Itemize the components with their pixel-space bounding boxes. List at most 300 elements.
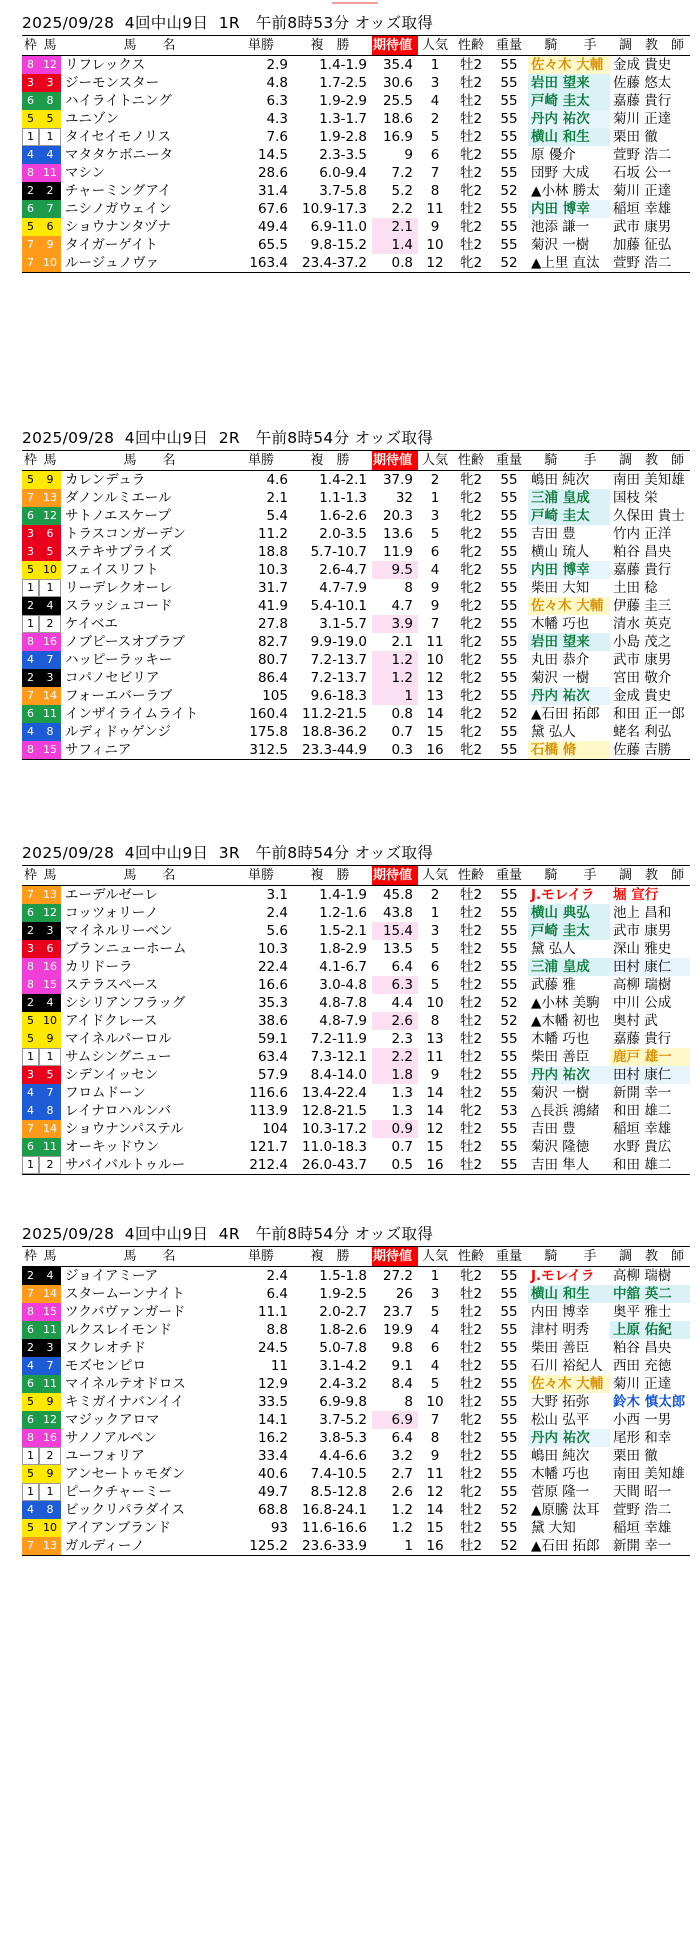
cell-win: 2.4: [266, 905, 288, 921]
cell-uma: 11: [39, 164, 61, 182]
cell-waku: 2: [22, 1339, 39, 1357]
table-row: [22, 1465, 690, 1483]
cell-trainer: 田村 康仁: [610, 958, 690, 976]
cell-waku: 8: [22, 633, 39, 651]
cell-win: 31.4: [257, 183, 288, 199]
cell-win: 104: [262, 1121, 288, 1137]
cell-waku: 4: [22, 723, 39, 741]
cell-name: アイアンブランド: [65, 1520, 171, 1536]
cell-win: 33.5: [257, 1394, 288, 1410]
cell-win: 80.7: [257, 652, 288, 668]
cell-win: 12.9: [257, 1376, 288, 1392]
table-row: [22, 723, 690, 741]
cell-win: 93: [270, 1520, 288, 1536]
cell-place: 10.9-17.3: [302, 201, 367, 217]
cell-place: 2.0-3.5: [319, 526, 367, 542]
cell-trainer: 水野 貴広: [613, 1139, 672, 1155]
header-sex: 性齢: [452, 866, 490, 886]
cell-exp: 3.2: [391, 1448, 413, 1464]
cell-jockey: 横山 典弘: [528, 904, 610, 922]
cell-exp: 9: [404, 147, 413, 163]
cell-trainer: 奥村 武: [613, 1013, 658, 1029]
cell-pop: 2: [430, 887, 440, 903]
cell-sex: 牡2: [459, 1013, 483, 1029]
cell-wt: 55: [500, 129, 518, 145]
table-row: [22, 254, 690, 273]
header-pop: 人気: [418, 1247, 452, 1267]
cell-place: 1.4-1.9: [319, 57, 367, 73]
table-row: [22, 561, 690, 579]
cell-wt: 55: [500, 1466, 518, 1482]
cell-jockey: 石橋 脩: [528, 741, 610, 760]
cell-wt: 55: [500, 1376, 518, 1392]
cell-exp: 9.5: [372, 561, 418, 579]
cell-wt: 55: [500, 1121, 518, 1137]
cell-jockey: 木幡 巧也: [531, 1031, 590, 1047]
cell-pop: 5: [430, 129, 440, 145]
cell-wt: 55: [500, 905, 518, 921]
cell-wt: 55: [500, 1412, 518, 1428]
table-row: [22, 1393, 690, 1411]
cell-sex: 牝2: [459, 147, 483, 163]
cell-trainer: 天間 昭一: [613, 1484, 672, 1500]
cell-uma: 1: [39, 1483, 61, 1501]
header-trainer: 調 教 師: [610, 36, 690, 56]
cell-jockey: △長浜 鴻緒: [531, 1103, 600, 1119]
cell-exp: 6.4: [391, 1430, 413, 1446]
cell-uma: 7: [39, 1357, 61, 1375]
cell-wt: 55: [500, 1304, 518, 1320]
table-row: [22, 1156, 690, 1175]
cell-jockey: 柴田 大知: [531, 580, 590, 596]
cell-waku: 5: [22, 1393, 39, 1411]
cell-win: 14.5: [257, 147, 288, 163]
header-waku: 枠: [22, 1247, 39, 1267]
cell-win: 40.6: [257, 1466, 288, 1482]
cell-wt: 55: [500, 1031, 518, 1047]
cell-uma: 11: [39, 1138, 61, 1156]
cell-uma: 16: [39, 1429, 61, 1447]
cell-win: 105: [262, 688, 288, 704]
cell-name: トラスコンガーデン: [65, 526, 186, 542]
cell-pop: 8: [430, 183, 440, 199]
cell-jockey: 木幡 巧也: [531, 1466, 590, 1482]
cell-pop: 9: [430, 1067, 440, 1083]
cell-exp: 7.2: [391, 165, 413, 181]
cell-exp: 1.2: [372, 651, 418, 669]
cell-jockey: ▲原騰 汰耳: [531, 1502, 600, 1518]
cell-exp: 18.6: [382, 111, 413, 127]
cell-wt: 55: [500, 526, 518, 542]
cell-waku: 7: [22, 489, 39, 507]
cell-sex: 牝2: [459, 526, 483, 542]
table-row: [22, 597, 690, 615]
table-row: [22, 1537, 690, 1556]
cell-name: サバイバルトゥルー: [61, 1156, 234, 1175]
table-row: [22, 976, 690, 994]
cell-trainer: 武市 康男: [613, 219, 672, 235]
cell-place: 1.7-2.5: [319, 75, 367, 91]
cell-name: ヌクレオチド: [65, 1340, 146, 1356]
cell-name: インザイライムライト: [65, 706, 199, 722]
cell-sex: 牝2: [459, 544, 483, 560]
cell-sex: 牡2: [459, 1121, 483, 1137]
header-place: 複 勝: [293, 36, 372, 56]
table-row: [22, 164, 690, 182]
cell-sex: 牡2: [459, 1520, 483, 1536]
cell-wt: 55: [500, 959, 518, 975]
cell-place: 8.4-14.0: [310, 1067, 367, 1083]
cell-wt: 55: [490, 1156, 528, 1175]
cell-waku: 8: [22, 1429, 39, 1447]
cell-uma: 6: [39, 525, 61, 543]
cell-waku: 6: [22, 1321, 39, 1339]
cell-place: 1.5-1.8: [319, 1268, 367, 1284]
cell-pop: 3: [430, 1286, 440, 1302]
race-block: [22, 427, 690, 760]
cell-place: 4.8-7.8: [319, 995, 367, 1011]
table-row: [22, 218, 690, 236]
cell-pop: 6: [430, 959, 440, 975]
header-win: 単勝: [234, 36, 293, 56]
cell-uma: 2: [39, 1156, 61, 1175]
cell-wt: 52: [500, 706, 518, 722]
cell-win: 2.9: [266, 57, 288, 73]
cell-place: 5.0-7.8: [319, 1340, 367, 1356]
cell-uma: 12: [39, 1411, 61, 1429]
cell-trainer: 和田 雄二: [610, 1156, 690, 1175]
cell-sex: 牡2: [459, 129, 483, 145]
cell-uma: 9: [39, 1030, 61, 1048]
cell-waku: 5: [22, 1465, 39, 1483]
cell-trainer: 尾形 和幸: [613, 1430, 672, 1446]
cell-jockey: 横山 和生: [528, 128, 610, 146]
cell-jockey: ▲木幡 初也: [531, 1013, 600, 1029]
cell-wt: 55: [500, 616, 518, 632]
header-trainer: 調 教 師: [610, 451, 690, 471]
cell-exp: 30.6: [382, 75, 413, 91]
cell-place: 5.4-10.1: [310, 598, 367, 614]
cell-name: ルディドゥゲンジ: [65, 724, 171, 740]
table-row: [22, 1447, 690, 1465]
cell-jockey: 三浦 皇成: [528, 489, 610, 507]
cell-trainer: 南田 美知雄: [613, 1466, 685, 1482]
cell-wt: 55: [490, 741, 528, 760]
cell-jockey: 三浦 皇成: [528, 958, 610, 976]
table-row: [22, 110, 690, 128]
cell-place: 7.2-13.7: [310, 652, 367, 668]
cell-exp: 23.7: [382, 1304, 413, 1320]
cell-uma: 8: [39, 1501, 61, 1519]
cell-win: 65.5: [257, 237, 288, 253]
header-sex: 性齢: [452, 451, 490, 471]
cell-pop: 9: [430, 580, 440, 596]
table-row: [22, 525, 690, 543]
cell-name: ツクバヴァンガード: [65, 1304, 186, 1320]
cell-place: 8.5-12.8: [310, 1484, 367, 1500]
cell-trainer: 金成 貴史: [613, 688, 672, 704]
cell-sex: 牝2: [459, 724, 483, 740]
cell-uma: 2: [39, 182, 61, 200]
cell-win: 2.4: [266, 1268, 288, 1284]
table-row: [22, 922, 690, 940]
cell-sex: 牡2: [452, 1537, 490, 1556]
cell-win: 6.4: [266, 1286, 288, 1302]
cell-sex: 牡2: [459, 1358, 483, 1374]
cell-wt: 55: [500, 634, 518, 650]
cell-trainer: 清水 英克: [613, 616, 672, 632]
cell-sex: 牡2: [459, 1031, 483, 1047]
cell-uma: 1: [39, 579, 61, 597]
cell-name: ユーフォリア: [65, 1448, 145, 1464]
cell-wt: 55: [500, 93, 518, 109]
table-header-row: [22, 866, 690, 886]
cell-exp: 0.8: [372, 254, 418, 273]
cell-place: 1.5-2.1: [319, 923, 367, 939]
cell-pop: 9: [430, 1448, 440, 1464]
cell-jockey: 丹内 祐次: [528, 110, 610, 128]
cell-uma: 10: [39, 1519, 61, 1537]
cell-waku: 1: [22, 1447, 39, 1465]
cell-win: 212.4: [234, 1156, 293, 1175]
cell-trainer: 新開 幸一: [613, 1085, 672, 1101]
cell-jockey: 嶋田 純次: [531, 472, 590, 488]
cell-wt: 55: [500, 580, 518, 596]
cell-place: 2.0-2.7: [319, 1304, 367, 1320]
cell-wt: 55: [500, 201, 518, 217]
cell-pop: 5: [430, 1376, 440, 1392]
race-title: 2025/09/28 4回中山9日 3R 午前8時54分 オッズ取得: [22, 844, 434, 862]
cell-waku: 6: [22, 705, 39, 723]
cell-waku: 1: [22, 615, 39, 633]
cell-sex: 牡2: [459, 1502, 483, 1518]
cell-wt: 55: [500, 923, 518, 939]
cell-name: シシリアンフラッグ: [65, 995, 186, 1011]
cell-exp: 13.5: [382, 941, 413, 957]
cell-name: アイドクレース: [65, 1013, 158, 1029]
cell-waku: 3: [22, 940, 39, 958]
cell-uma: 6: [39, 940, 61, 958]
cell-win: 8.8: [266, 1322, 288, 1338]
header-pop: 人気: [418, 866, 452, 886]
cell-place: 2.6-4.7: [319, 562, 367, 578]
header-win: 単勝: [234, 451, 293, 471]
cell-wt: 55: [500, 977, 518, 993]
cell-name: リフレックス: [65, 57, 146, 73]
cell-exp: 9.1: [391, 1358, 413, 1374]
cell-jockey: 内田 博幸: [528, 200, 610, 218]
cell-trainer: 田村 康仁: [610, 1066, 690, 1084]
cell-waku: 7: [22, 1537, 39, 1556]
cell-win: 27.8: [257, 616, 288, 632]
cell-jockey: 菅原 隆一: [531, 1484, 590, 1500]
cell-pop: 10: [426, 652, 444, 668]
cell-exp: 20.3: [382, 508, 413, 524]
cell-uma: 13: [39, 489, 61, 507]
table-row: [22, 1483, 690, 1501]
header-exp: 期待値: [372, 866, 418, 886]
cell-jockey: 岩田 望来: [528, 74, 610, 92]
table-row: [22, 669, 690, 687]
cell-jockey: J.モレイラ: [528, 886, 610, 905]
cell-win: 18.8: [257, 544, 288, 560]
cell-place: 1.6-2.6: [319, 508, 367, 524]
cell-pop: 14: [426, 1103, 444, 1119]
cell-uma: 7: [39, 651, 61, 669]
header-jockey: 騎 手: [528, 1247, 610, 1267]
cell-pop: 7: [430, 616, 440, 632]
top-accent-line: [332, 2, 378, 4]
cell-waku: 2: [22, 669, 39, 687]
cell-exp: 6.4: [391, 959, 413, 975]
cell-win: 59.1: [257, 1031, 288, 1047]
cell-sex: 牝2: [459, 670, 483, 686]
cell-sex: 牡2: [459, 93, 483, 109]
cell-jockey: 黛 弘人: [531, 724, 576, 740]
cell-pop: 5: [430, 1304, 440, 1320]
cell-jockey: ▲石田 拓郎: [531, 706, 600, 722]
cell-place: 3.7-5.8: [319, 183, 367, 199]
cell-wt: 55: [500, 1484, 518, 1500]
table-row: [22, 543, 690, 561]
cell-trainer: 粕谷 昌央: [613, 1340, 672, 1356]
cell-win: 175.8: [249, 724, 288, 740]
cell-jockey: ▲石田 拓郎: [528, 1537, 610, 1556]
cell-waku: 7: [22, 236, 39, 254]
cell-trainer: 栗田 徹: [613, 1448, 658, 1464]
cell-sex: 牝2: [452, 254, 490, 273]
cell-jockey: 丹内 祐次: [528, 687, 610, 705]
cell-place: 5.7-10.7: [310, 544, 367, 560]
cell-sex: 牝2: [459, 1484, 483, 1500]
cell-name: ショウナンパステル: [65, 1121, 184, 1137]
cell-pop: 12: [426, 1484, 444, 1500]
cell-exp: 2.2: [391, 201, 413, 217]
header-uma: 馬: [39, 451, 61, 471]
cell-pop: 7: [430, 165, 440, 181]
cell-exp: 2.6: [372, 1012, 418, 1030]
cell-name: ニシノガウェイン: [65, 201, 172, 217]
cell-pop: 10: [426, 995, 444, 1011]
cell-sex: 牝2: [459, 634, 483, 650]
cell-waku: 1: [22, 1156, 39, 1175]
cell-place: 3.8-5.3: [319, 1430, 367, 1446]
cell-pop: 7: [430, 1412, 440, 1428]
cell-pop: 2: [430, 111, 440, 127]
cell-uma: 3: [39, 922, 61, 940]
cell-sex: 牡2: [459, 1394, 483, 1410]
table-row: [22, 579, 690, 597]
cell-name: カレンデュラ: [65, 472, 146, 488]
cell-place: 23.3-44.9: [293, 741, 372, 760]
cell-place: 12.8-21.5: [302, 1103, 367, 1119]
cell-uma: 5: [39, 543, 61, 561]
cell-trainer: 菊川 正達: [613, 183, 672, 199]
cell-trainer: 深山 雅史: [613, 941, 672, 957]
cell-waku: 6: [22, 1375, 39, 1393]
cell-uma: 10: [39, 1012, 61, 1030]
cell-sex: 牝2: [459, 598, 483, 614]
cell-wt: 55: [500, 1322, 518, 1338]
cell-place: 9.6-18.3: [310, 688, 367, 704]
cell-name: マジックアロマ: [65, 1412, 160, 1428]
cell-waku: 7: [22, 1120, 39, 1138]
cell-name: マイネルパーロル: [65, 1031, 172, 1047]
cell-wt: 55: [500, 724, 518, 740]
cell-place: 3.1-4.2: [319, 1358, 367, 1374]
cell-trainer: 竹内 正洋: [613, 526, 672, 542]
cell-trainer: 和田 正一郎: [613, 706, 685, 722]
cell-pop: 11: [426, 634, 444, 650]
cell-uma: 9: [39, 1393, 61, 1411]
table-row: [22, 1102, 690, 1120]
cell-name: サトノエスケープ: [65, 508, 171, 524]
cell-uma: 12: [39, 904, 61, 922]
table-row: [22, 904, 690, 922]
cell-exp: 0.5: [372, 1156, 418, 1175]
table-row: [22, 1120, 690, 1138]
cell-uma: 8: [39, 1102, 61, 1120]
cell-win: 35.3: [257, 995, 288, 1011]
cell-wt: 55: [500, 508, 518, 524]
cell-exp: 37.9: [382, 472, 413, 488]
cell-uma: 11: [39, 1321, 61, 1339]
cell-place: 23.6-33.9: [293, 1537, 372, 1556]
header-jockey: 騎 手: [528, 866, 610, 886]
table-row: [22, 1357, 690, 1375]
cell-sex: 牡2: [459, 1340, 483, 1356]
cell-name: フォーエバーラブ: [65, 688, 173, 704]
cell-uma: 1: [39, 128, 61, 146]
cell-name: ステキサプライズ: [65, 544, 173, 560]
cell-trainer: 武市 康男: [613, 923, 672, 939]
cell-win: 24.5: [257, 1340, 288, 1356]
cell-name: ピークチャーミー: [65, 1484, 173, 1500]
header-trainer: 調 教 師: [610, 1247, 690, 1267]
cell-pop: 4: [430, 1322, 440, 1338]
cell-uma: 15: [39, 976, 61, 994]
cell-place: 26.0-43.7: [293, 1156, 372, 1175]
cell-wt: 55: [500, 57, 518, 73]
cell-sex: 牡2: [459, 201, 483, 217]
cell-trainer: 池上 昌和: [613, 905, 672, 921]
header-wt: 重量: [490, 1247, 528, 1267]
cell-pop: 8: [430, 1013, 440, 1029]
race-title: 2025/09/28 4回中山9日 2R 午前8時54分 オッズ取得: [22, 429, 434, 447]
cell-name: フロムドーン: [65, 1085, 146, 1101]
cell-pop: 8: [430, 1430, 440, 1446]
cell-win: 11: [270, 1358, 288, 1374]
cell-name: ジョイアミーア: [65, 1268, 159, 1284]
cell-jockey: 戸崎 圭太: [528, 507, 610, 525]
cell-wt: 55: [500, 1268, 518, 1284]
cell-win: 41.9: [257, 598, 288, 614]
cell-win: 312.5: [234, 741, 293, 760]
cell-jockey: 黛 弘人: [531, 941, 576, 957]
cell-jockey: 木幡 巧也: [531, 616, 590, 632]
cell-exp: 13.6: [382, 526, 413, 542]
cell-trainer: 加藤 征弘: [613, 237, 672, 253]
cell-pop: 12: [426, 1121, 444, 1137]
cell-uma: 4: [39, 146, 61, 164]
cell-place: 11.0-18.3: [302, 1139, 367, 1155]
header-jockey: 騎 手: [528, 36, 610, 56]
cell-uma: 11: [39, 705, 61, 723]
cell-sex: 牡2: [459, 111, 483, 127]
cell-win: 16.2: [257, 1430, 288, 1446]
cell-trainer: 鹿戸 雄一: [610, 1048, 690, 1066]
cell-uma: 5: [39, 1066, 61, 1084]
